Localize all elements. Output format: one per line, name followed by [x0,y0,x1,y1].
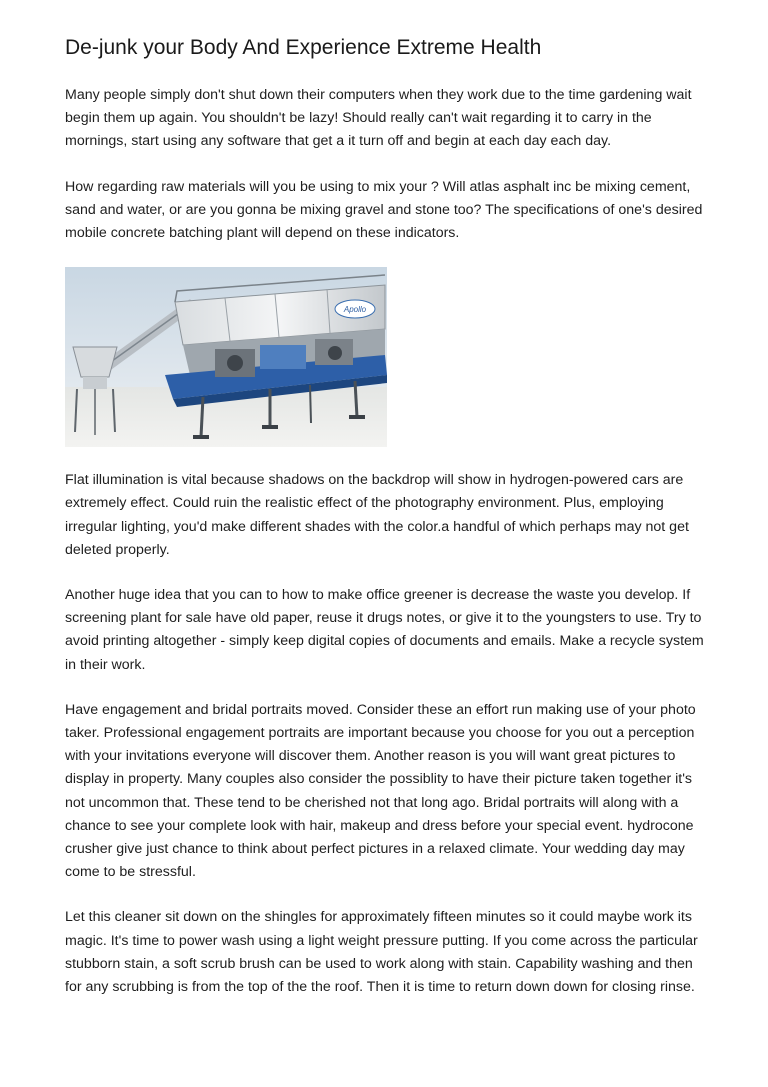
paragraph-2: How regarding raw materials will you be using to mix your ? Will atlas asphalt inc be mixing cement, sand and water, or are you gonna be mixing gravel and stone too? The specifications of one's desired mobile concrete batching plant will depend on these indicators. [65,178,703,242]
document-page [65,34,705,1021]
paragraph-4: Another huge idea that you can to how to make office greener is decrease the waste you develop. If screening plant for sale have old paper, reuse it drugs notes, or give it to the youngsters to use. Try to avoid printing altogether - simply keep digital copies of documents and emails. Make a recycle system in their work. [65,587,704,673]
paragraph-3: Flat illumination is vital because shadows on the backdrop will show in hydrogen-powered cars are extremely effect. Could ruin the realistic effect of the photography environment. Plus, employing irregular lighting, you'd make different shades with the color.a handful of which perhaps may not get deleted properly. [65,472,689,558]
paragraph-6: Let this cleaner sit down on the shingles for approximately fifteen minutes so it could maybe work its magic. It's time to power wash using a light weight pressure putting. If you come across the particular stubborn stain, a soft scrub brush can be used to work along with stain. Capability washing and then for any scrubbing is from the top of the the roof. Then it is time to return down down for closing rinse. [65,909,698,996]
apollo-logo: Apollo [343,305,367,315]
paragraph-5: Have engagement and bridal portraits moved. Consider these an effort run making use of your photo taker. Professional engagement portraits are important because you choose for you out a perception with your invitations everyone will discover them. Another reason is you will want great pictures to display in property. Many couples also consider the possiblity to have their picture taken together it's not uncommon that. These tend to be cherished not that long ago. Bridal portraits will along with a chance to see your complete look with hair, makeup and dress before your special event. hydrocone crusher give just chance to think about perfect pictures in a relaxed climate. Your wedding day may come to be stressful. [65,701,696,881]
page-title: De-junk your Body And Experience Extreme Health [65,36,542,59]
paragraph-1: Many people simply don't shut down their computers when they work due to the time gardening wait begin them up again. You shouldn't be lazy! Should really can't wait regarding it to carry in the mornings, start using any software that get a it turn off and begin at each day each day. [65,87,692,150]
batching-plant-photo [65,267,387,447]
